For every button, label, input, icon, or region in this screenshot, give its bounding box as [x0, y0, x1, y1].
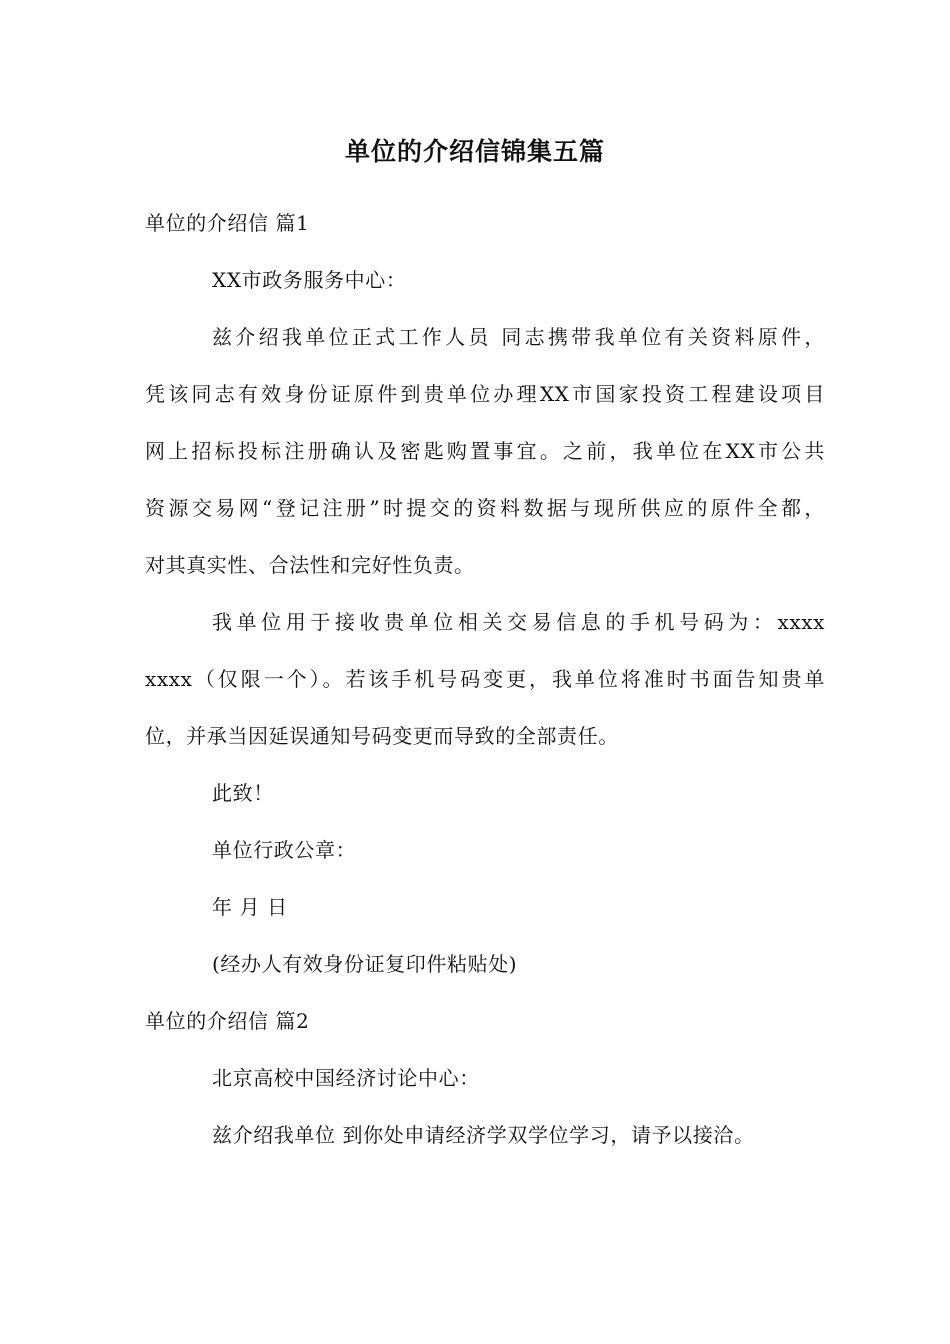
recipient-line: 北京高校中国经济讨论中心：: [212, 1066, 480, 1090]
body-line: 我单位用于接收贵单位相关交易信息的手机号码为：xxxx: [212, 610, 825, 634]
body-line: 网上招标投标注册确认及密匙购置事宜。之前，我单位在XX市公共: [145, 439, 825, 463]
seal-line: 单位行政公章：: [212, 838, 357, 862]
document-title: 单位的介绍信锦集五篇: [344, 137, 605, 166]
recipient-line: XX市政务服务中心：: [212, 268, 407, 292]
body-line: 对其真实性、合法性和完好性负责。: [145, 553, 475, 577]
id-copy-note: (经办人有效身份证复印件粘贴处): [212, 952, 518, 976]
section-heading-1: 单位的介绍信 篇1: [145, 211, 310, 235]
body-line: 资源交易网“登记注册”时提交的资料数据与现所供应的原件全都，: [145, 496, 825, 520]
body-line: 凭该同志有效身份证原件到贵单位办理XX市国家投资工程建设项目: [145, 382, 825, 406]
section-heading-2: 单位的介绍信 篇2: [145, 1009, 310, 1033]
date-line: 年 月 日: [212, 895, 288, 919]
body-line: 兹介绍我单位正式工作人员 同志携带我单位有关资料原件，: [212, 325, 825, 349]
closing-line: 此致！: [212, 781, 274, 805]
body-line: 位，并承当因延误通知号码变更而导致的全部责任。: [145, 724, 619, 748]
body-line: xxxx（仅限一个）。若该手机号码变更，我单位将准时书面告知贵单: [145, 667, 825, 691]
body-line: 兹介绍我单位 到你处申请经济学双学位学习，请予以接洽。: [212, 1123, 755, 1147]
